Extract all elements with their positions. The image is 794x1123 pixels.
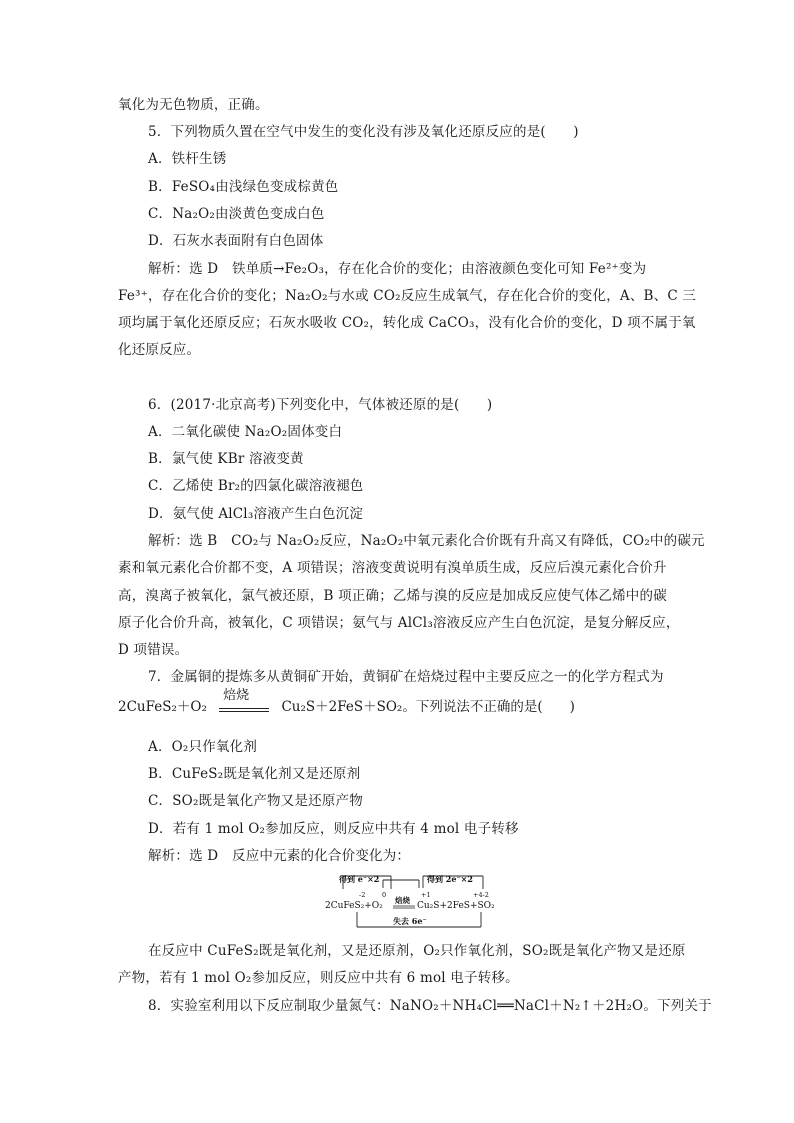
diagram-condition: 焙烧 [395,896,410,905]
answer-5-line: Fe³⁺，存在化合价的变化；Na₂O₂与水或 CO₂反应生成氧气，存在化合价的变化，A、B、C 三 [118,288,697,304]
diagram-equation-right: Cu₂S+2FeS+SO₂ [417,901,495,911]
valence-so2: +4-2 [473,891,489,899]
answer-5-line: 解析：选 D 铁单质→Fe₂O₃，存在化合价的变化；由溶液颜色变化可知 Fe²⁺变为 [148,261,647,277]
answer-6-line: 素和氧元素化合价都不变，A 项错误；溶液变黄说明有溴单质生成，反应后溴元素化合价升 [118,560,667,576]
answer-6-line: 解析：选 B CO₂与 Na₂O₂反应，Na₂O₂中氧元素化合价既有升高又有降低，CO₂中的碳元 [148,533,705,549]
reaction-condition: 焙烧 [223,687,250,703]
option-5b: B．FeSO₄由浅绿色变成棕黄色 [148,179,339,195]
equation-products: Cu₂S＋2FeS＋SO₂。下列说法不正确的是( ) [281,699,575,715]
option-7b: B．CuFeS₂既是氧化剂又是还原剂 [148,766,361,782]
answer-6-line: D 项错误。 [118,642,189,658]
valence-o: 0 [382,891,387,899]
electron-transfer-diagram [323,871,503,937]
answer-5-line: 项均属于氧化还原反应；石灰水吸收 CO₂，转化成 CaCO₃，没有化合价的变化，D 项不属于氧 [118,315,696,331]
option-7d: D．若有 1 mol O₂参加反应，则反应中共有 4 mol 电子转移 [148,821,519,837]
option-6d: D．氨气使 AlCl₃溶液产生白色沉淀 [148,506,364,522]
gain-label-1: 得到 e⁻×2 [339,874,380,884]
valence-s: -2 [359,891,366,899]
reaction-arrow [217,687,271,717]
question-5: 5．下列物质久置在空气中发生的变化没有涉及氧化还原反应的是( ) [148,124,579,140]
option-6a: A．二氧化碳使 Na₂O₂固体变白 [148,424,343,440]
question-7: 7．金属铜的提炼多从黄铜矿开始，黄铜矿在焙烧过程中主要反应之一的化学方程式为 [148,669,664,685]
answer-7-line: 在反应中 CuFeS₂既是氧化剂，又是还原剂，O₂只作氧化剂，SO₂既是氧化产物又是还原 [148,943,686,959]
answer-5-line: 化还原反应。 [118,342,201,358]
answer-6-line: 高，溴离子被氧化，氯气被还原，B 项正确；乙烯与溴的反应是加成反应使气体乙烯中的碳 [118,588,667,604]
answer-6-line: 原子化合价升高，被氧化，C 项错误；氨气与 AlCl₃溶液反应产生白色沉淀，是复分解反应， [118,615,680,631]
question-7-equation [118,687,575,717]
option-6c: C．乙烯使 Br₂的四氯化碳溶液褪色 [148,478,364,494]
option-5c: C．Na₂O₂由淡黄色变成白色 [148,206,325,222]
equation-reactants: 2CuFeS₂＋O₂ [118,699,207,715]
question-8: 8．实验室利用以下反应制取少量氮气：NaNO₂＋NH₄Cl══NaCl＋N₂↑＋2H₂O。下列关于 [148,998,712,1014]
question-6: 6．(2017·北京高考)下列变化中，气体被还原的是( ) [148,397,493,413]
option-7a: A．O₂只作氧化剂 [148,739,258,755]
valence-cu: +1 [421,891,431,899]
diagram-equation-left: 2CuFeS₂+O₂ [325,901,383,911]
option-6b: B．氯气使 KBr 溶液变黄 [148,451,304,467]
option-5a: A．铁杆生锈 [148,151,227,167]
lose-label: 失去 6e⁻ [393,916,427,926]
option-5d: D．石灰水表面附有白色固体 [148,233,324,249]
gain-label-2: 得到 2e⁻×2 [427,874,473,884]
answer-7-line: 产物，若有 1 mol O₂参加反应，则反应中共有 6 mol 电子转移。 [118,970,519,986]
answer-7-line: 解析：选 D 反应中元素的化合价变化为： [148,848,411,864]
option-7c: C．SO₂既是氧化产物又是还原产物 [148,793,363,809]
text-line: 氧化为无色物质，正确。 [118,97,269,113]
